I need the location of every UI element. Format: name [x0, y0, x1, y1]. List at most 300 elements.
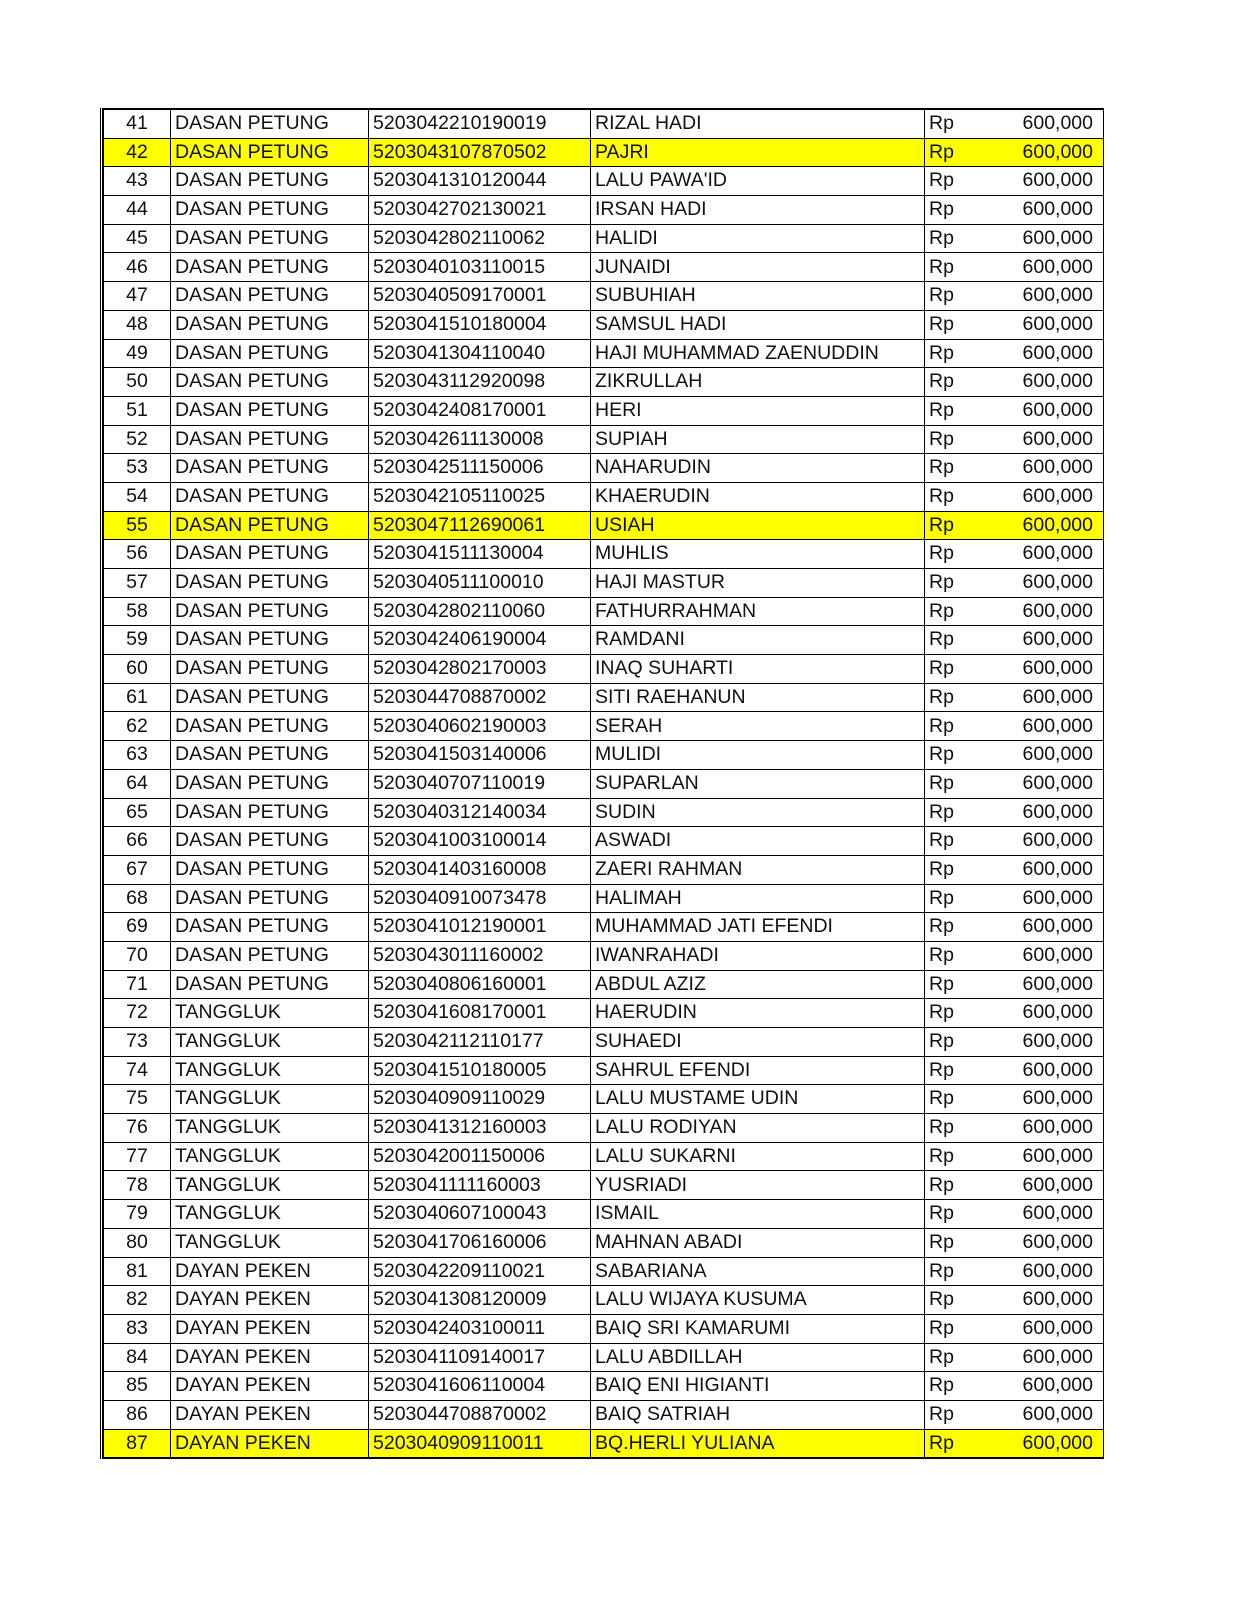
table-row — [104, 798, 1104, 827]
village-name: DASAN PETUNG — [171, 683, 369, 712]
recipient-name: IWANRAHADI — [591, 941, 925, 970]
amount-value: 600,000 — [973, 1400, 1104, 1429]
currency-label: Rp — [925, 769, 973, 798]
recipient-name: KHAERUDIN — [591, 482, 925, 511]
currency-label: Rp — [925, 1400, 973, 1429]
amount-value: 600,000 — [973, 1343, 1104, 1372]
nik-number: 5203042403100011 — [369, 1314, 591, 1343]
amount-value: 600,000 — [973, 941, 1104, 970]
row-number: 84 — [104, 1343, 171, 1372]
table-row — [104, 999, 1104, 1028]
row-number: 46 — [104, 253, 171, 282]
recipient-name: HERI — [591, 396, 925, 425]
nik-number: 5203040909110011 — [369, 1429, 591, 1458]
amount-value: 600,000 — [973, 196, 1104, 225]
table-row — [104, 1343, 1104, 1372]
amount-value: 600,000 — [973, 569, 1104, 598]
village-name: DASAN PETUNG — [171, 196, 369, 225]
village-name: TANGGLUK — [171, 1056, 369, 1085]
nik-number: 5203047112690061 — [369, 511, 591, 540]
table-row — [104, 712, 1104, 741]
recipient-name: SITI RAEHANUN — [591, 683, 925, 712]
table-row — [104, 913, 1104, 942]
currency-label: Rp — [925, 1114, 973, 1143]
currency-label: Rp — [925, 1056, 973, 1085]
nik-number: 5203042209110021 — [369, 1257, 591, 1286]
table-row — [104, 196, 1104, 225]
recipient-name: HALIDI — [591, 224, 925, 253]
currency-label: Rp — [925, 396, 973, 425]
currency-label: Rp — [925, 1028, 973, 1057]
nik-number: 5203040707110019 — [369, 769, 591, 798]
currency-label: Rp — [925, 1085, 973, 1114]
amount-value: 600,000 — [973, 511, 1104, 540]
nik-number: 5203041012190001 — [369, 913, 591, 942]
recipient-name: RAMDANI — [591, 626, 925, 655]
nik-number: 5203041608170001 — [369, 999, 591, 1028]
nik-number: 5203042802110062 — [369, 224, 591, 253]
nik-number: 5203040909110029 — [369, 1085, 591, 1114]
nik-number: 5203042408170001 — [369, 396, 591, 425]
nik-number: 5203041510180004 — [369, 310, 591, 339]
recipient-name: ASWADI — [591, 827, 925, 856]
row-number: 60 — [104, 655, 171, 684]
nik-number: 5203042210190019 — [369, 109, 591, 138]
table-row — [104, 970, 1104, 999]
nik-number: 5203041308120009 — [369, 1286, 591, 1315]
currency-label: Rp — [925, 1372, 973, 1401]
amount-value: 600,000 — [973, 1028, 1104, 1057]
table-row — [104, 1314, 1104, 1343]
recipient-name: ISMAIL — [591, 1200, 925, 1229]
amount-value: 600,000 — [973, 913, 1104, 942]
recipient-name: INAQ SUHARTI — [591, 655, 925, 684]
row-number: 52 — [104, 425, 171, 454]
table-row — [104, 1372, 1104, 1401]
row-number: 80 — [104, 1228, 171, 1257]
amount-value: 600,000 — [973, 540, 1104, 569]
row-number: 48 — [104, 310, 171, 339]
recipient-name: MAHNAN ABADI — [591, 1228, 925, 1257]
row-number: 45 — [104, 224, 171, 253]
amount-value: 600,000 — [973, 683, 1104, 712]
recipient-name: SABARIANA — [591, 1257, 925, 1286]
nik-number: 5203041510180005 — [369, 1056, 591, 1085]
recipient-name: BAIQ ENI HIGIANTI — [591, 1372, 925, 1401]
table-row — [104, 339, 1104, 368]
amount-value: 600,000 — [973, 884, 1104, 913]
nik-number: 5203041706160006 — [369, 1228, 591, 1257]
currency-label: Rp — [925, 1200, 973, 1229]
recipient-name: LALU SUKARNI — [591, 1142, 925, 1171]
village-name: TANGGLUK — [171, 1085, 369, 1114]
amount-value: 600,000 — [973, 1228, 1104, 1257]
amount-value: 600,000 — [973, 1171, 1104, 1200]
row-number: 49 — [104, 339, 171, 368]
currency-label: Rp — [925, 224, 973, 253]
amount-value: 600,000 — [973, 282, 1104, 311]
row-number: 72 — [104, 999, 171, 1028]
amount-value: 600,000 — [973, 1257, 1104, 1286]
nik-number: 5203040607100043 — [369, 1200, 591, 1229]
amount-value: 600,000 — [973, 741, 1104, 770]
row-number: 77 — [104, 1142, 171, 1171]
row-number: 68 — [104, 884, 171, 913]
amount-value: 600,000 — [973, 1314, 1104, 1343]
village-name: DASAN PETUNG — [171, 941, 369, 970]
table-row — [104, 1286, 1104, 1315]
recipient-name: SUPIAH — [591, 425, 925, 454]
row-number: 83 — [104, 1314, 171, 1343]
village-name: DASAN PETUNG — [171, 712, 369, 741]
nik-number: 5203042802110060 — [369, 597, 591, 626]
amount-value: 600,000 — [973, 368, 1104, 397]
nik-number: 5203041511130004 — [369, 540, 591, 569]
row-number: 69 — [104, 913, 171, 942]
nik-number: 5203042511150006 — [369, 454, 591, 483]
village-name: DASAN PETUNG — [171, 310, 369, 339]
row-number: 42 — [104, 138, 171, 167]
table-row — [104, 482, 1104, 511]
row-number: 75 — [104, 1085, 171, 1114]
village-name: TANGGLUK — [171, 1171, 369, 1200]
currency-label: Rp — [925, 855, 973, 884]
row-number: 41 — [104, 109, 171, 138]
village-name: DASAN PETUNG — [171, 482, 369, 511]
village-name: DASAN PETUNG — [171, 884, 369, 913]
village-name: DASAN PETUNG — [171, 655, 369, 684]
nik-number: 5203043107870502 — [369, 138, 591, 167]
nik-number: 5203042105110025 — [369, 482, 591, 511]
nik-number: 5203041403160008 — [369, 855, 591, 884]
nik-number: 5203043112920098 — [369, 368, 591, 397]
amount-value: 600,000 — [973, 1085, 1104, 1114]
amount-value: 600,000 — [973, 855, 1104, 884]
row-number: 79 — [104, 1200, 171, 1229]
currency-label: Rp — [925, 683, 973, 712]
currency-label: Rp — [925, 913, 973, 942]
village-name: DASAN PETUNG — [171, 167, 369, 196]
currency-label: Rp — [925, 798, 973, 827]
nik-number: 5203040910073478 — [369, 884, 591, 913]
table-row — [104, 855, 1104, 884]
village-name: TANGGLUK — [171, 1028, 369, 1057]
table-row — [104, 425, 1104, 454]
recipient-name: LALU WIJAYA KUSUMA — [591, 1286, 925, 1315]
row-number: 66 — [104, 827, 171, 856]
amount-value: 600,000 — [973, 597, 1104, 626]
nik-number: 5203040103110015 — [369, 253, 591, 282]
table-row — [104, 1085, 1104, 1114]
recipient-name: BAIQ SATRIAH — [591, 1400, 925, 1429]
nik-number: 5203041304110040 — [369, 339, 591, 368]
village-name: TANGGLUK — [171, 999, 369, 1028]
village-name: TANGGLUK — [171, 1200, 369, 1229]
currency-label: Rp — [925, 970, 973, 999]
table-row — [104, 741, 1104, 770]
table-row — [104, 1228, 1104, 1257]
nik-number: 5203040509170001 — [369, 282, 591, 311]
village-name: DASAN PETUNG — [171, 138, 369, 167]
row-number: 57 — [104, 569, 171, 598]
recipient-name: SUPARLAN — [591, 769, 925, 798]
village-name: DASAN PETUNG — [171, 769, 369, 798]
recipient-name: HALIMAH — [591, 884, 925, 913]
nik-number: 5203041606110004 — [369, 1372, 591, 1401]
row-number: 56 — [104, 540, 171, 569]
recipient-name: ZIKRULLAH — [591, 368, 925, 397]
row-number: 55 — [104, 511, 171, 540]
row-number: 81 — [104, 1257, 171, 1286]
currency-label: Rp — [925, 482, 973, 511]
recipient-name: JUNAIDI — [591, 253, 925, 282]
village-name: DASAN PETUNG — [171, 396, 369, 425]
amount-value: 600,000 — [973, 712, 1104, 741]
recipient-name: USIAH — [591, 511, 925, 540]
currency-label: Rp — [925, 167, 973, 196]
row-number: 82 — [104, 1286, 171, 1315]
table-row — [104, 655, 1104, 684]
table-row — [104, 1142, 1104, 1171]
recipient-name: YUSRIADI — [591, 1171, 925, 1200]
currency-label: Rp — [925, 884, 973, 913]
currency-label: Rp — [925, 1286, 973, 1315]
table-row — [104, 827, 1104, 856]
amount-value: 600,000 — [973, 1056, 1104, 1085]
row-number: 53 — [104, 454, 171, 483]
nik-number: 5203041003100014 — [369, 827, 591, 856]
recipient-name: BQ.HERLI YULIANA — [591, 1429, 925, 1458]
beneficiary-table — [103, 108, 1104, 1459]
village-name: DASAN PETUNG — [171, 970, 369, 999]
amount-value: 600,000 — [973, 655, 1104, 684]
recipient-name: ABDUL AZIZ — [591, 970, 925, 999]
amount-value: 600,000 — [973, 1114, 1104, 1143]
recipient-name: SAMSUL HADI — [591, 310, 925, 339]
currency-label: Rp — [925, 597, 973, 626]
row-number: 62 — [104, 712, 171, 741]
village-name: DASAN PETUNG — [171, 511, 369, 540]
row-number: 86 — [104, 1400, 171, 1429]
village-name: DASAN PETUNG — [171, 454, 369, 483]
currency-label: Rp — [925, 425, 973, 454]
amount-value: 600,000 — [973, 339, 1104, 368]
table-row — [104, 109, 1104, 138]
village-name: DASAN PETUNG — [171, 109, 369, 138]
village-name: DASAN PETUNG — [171, 253, 369, 282]
row-number: 74 — [104, 1056, 171, 1085]
amount-value: 600,000 — [973, 224, 1104, 253]
amount-value: 600,000 — [973, 1286, 1104, 1315]
table-row — [104, 1400, 1104, 1429]
row-number: 61 — [104, 683, 171, 712]
currency-label: Rp — [925, 655, 973, 684]
recipient-name: SUHAEDI — [591, 1028, 925, 1057]
table-row — [104, 1257, 1104, 1286]
row-number: 54 — [104, 482, 171, 511]
currency-label: Rp — [925, 253, 973, 282]
table-row — [104, 769, 1104, 798]
table-row — [104, 454, 1104, 483]
village-name: DASAN PETUNG — [171, 224, 369, 253]
recipient-name: RIZAL HADI — [591, 109, 925, 138]
currency-label: Rp — [925, 941, 973, 970]
amount-value: 600,000 — [973, 827, 1104, 856]
amount-value: 600,000 — [973, 310, 1104, 339]
village-name: DAYAN PEKEN — [171, 1314, 369, 1343]
amount-value: 600,000 — [973, 798, 1104, 827]
amount-value: 600,000 — [973, 167, 1104, 196]
amount-value: 600,000 — [973, 482, 1104, 511]
recipient-name: BAIQ SRI KAMARUMI — [591, 1314, 925, 1343]
amount-value: 600,000 — [973, 454, 1104, 483]
table-row — [104, 569, 1104, 598]
row-number: 63 — [104, 741, 171, 770]
village-name: DASAN PETUNG — [171, 597, 369, 626]
row-number: 85 — [104, 1372, 171, 1401]
recipient-name: FATHURRAHMAN — [591, 597, 925, 626]
village-name: DASAN PETUNG — [171, 913, 369, 942]
row-number: 58 — [104, 597, 171, 626]
village-name: TANGGLUK — [171, 1114, 369, 1143]
amount-value: 600,000 — [973, 626, 1104, 655]
table-row — [104, 1028, 1104, 1057]
table-row — [104, 884, 1104, 913]
row-number: 50 — [104, 368, 171, 397]
amount-value: 600,000 — [973, 1429, 1104, 1458]
village-name: TANGGLUK — [171, 1142, 369, 1171]
recipient-name: MUHLIS — [591, 540, 925, 569]
nik-number: 5203040806160001 — [369, 970, 591, 999]
table-row — [104, 224, 1104, 253]
amount-value: 600,000 — [973, 1372, 1104, 1401]
amount-value: 600,000 — [973, 138, 1104, 167]
row-number: 76 — [104, 1114, 171, 1143]
recipient-name: HAJI MASTUR — [591, 569, 925, 598]
recipient-name: SUDIN — [591, 798, 925, 827]
table-row — [104, 683, 1104, 712]
currency-label: Rp — [925, 454, 973, 483]
row-number: 71 — [104, 970, 171, 999]
currency-label: Rp — [925, 368, 973, 397]
row-number: 73 — [104, 1028, 171, 1057]
beneficiary-table-container — [100, 108, 1103, 1459]
currency-label: Rp — [925, 1257, 973, 1286]
currency-label: Rp — [925, 1343, 973, 1372]
village-name: DASAN PETUNG — [171, 569, 369, 598]
table-row — [104, 941, 1104, 970]
nik-number: 5203041503140006 — [369, 741, 591, 770]
nik-number: 5203044708870002 — [369, 1400, 591, 1429]
village-name: DASAN PETUNG — [171, 855, 369, 884]
village-name: DAYAN PEKEN — [171, 1286, 369, 1315]
recipient-name: LALU MUSTAME UDIN — [591, 1085, 925, 1114]
village-name: DASAN PETUNG — [171, 798, 369, 827]
nik-number: 5203043011160002 — [369, 941, 591, 970]
currency-label: Rp — [925, 310, 973, 339]
table-row — [104, 1056, 1104, 1085]
village-name: DASAN PETUNG — [171, 827, 369, 856]
row-number: 70 — [104, 941, 171, 970]
recipient-name: SAHRUL EFENDI — [591, 1056, 925, 1085]
currency-label: Rp — [925, 999, 973, 1028]
nik-number: 5203041312160003 — [369, 1114, 591, 1143]
currency-label: Rp — [925, 741, 973, 770]
recipient-name: NAHARUDIN — [591, 454, 925, 483]
nik-number: 5203041111160003 — [369, 1171, 591, 1200]
nik-number: 5203042802170003 — [369, 655, 591, 684]
currency-label: Rp — [925, 196, 973, 225]
amount-value: 600,000 — [973, 769, 1104, 798]
currency-label: Rp — [925, 1429, 973, 1458]
amount-value: 600,000 — [973, 970, 1104, 999]
amount-value: 600,000 — [973, 253, 1104, 282]
village-name: DASAN PETUNG — [171, 339, 369, 368]
nik-number: 5203040312140034 — [369, 798, 591, 827]
row-number: 87 — [104, 1429, 171, 1458]
nik-number: 5203042001150006 — [369, 1142, 591, 1171]
village-name: DAYAN PEKEN — [171, 1400, 369, 1429]
table-row — [104, 597, 1104, 626]
recipient-name: LALU ABDILLAH — [591, 1343, 925, 1372]
currency-label: Rp — [925, 282, 973, 311]
amount-value: 600,000 — [973, 396, 1104, 425]
table-row — [104, 1200, 1104, 1229]
currency-label: Rp — [925, 138, 973, 167]
recipient-name: HAERUDIN — [591, 999, 925, 1028]
table-row — [104, 282, 1104, 311]
village-name: DASAN PETUNG — [171, 540, 369, 569]
amount-value: 600,000 — [973, 1142, 1104, 1171]
currency-label: Rp — [925, 540, 973, 569]
currency-label: Rp — [925, 712, 973, 741]
nik-number: 5203042611130008 — [369, 425, 591, 454]
recipient-name: ZAERI RAHMAN — [591, 855, 925, 884]
village-name: DASAN PETUNG — [171, 368, 369, 397]
currency-label: Rp — [925, 1314, 973, 1343]
row-number: 78 — [104, 1171, 171, 1200]
village-name: DASAN PETUNG — [171, 626, 369, 655]
nik-number: 5203044708870002 — [369, 683, 591, 712]
currency-label: Rp — [925, 1171, 973, 1200]
recipient-name: LALU RODIYAN — [591, 1114, 925, 1143]
amount-value: 600,000 — [973, 109, 1104, 138]
table-body — [104, 109, 1104, 1458]
village-name: DASAN PETUNG — [171, 282, 369, 311]
table-row — [104, 396, 1104, 425]
currency-label: Rp — [925, 569, 973, 598]
table-row — [104, 540, 1104, 569]
amount-value: 600,000 — [973, 999, 1104, 1028]
row-number: 44 — [104, 196, 171, 225]
row-number: 59 — [104, 626, 171, 655]
currency-label: Rp — [925, 511, 973, 540]
row-number: 43 — [104, 167, 171, 196]
table-row — [104, 368, 1104, 397]
village-name: DAYAN PEKEN — [171, 1257, 369, 1286]
nik-number: 5203042112110177 — [369, 1028, 591, 1057]
nik-number: 5203041310120044 — [369, 167, 591, 196]
nik-number: 5203042702130021 — [369, 196, 591, 225]
amount-value: 600,000 — [973, 1200, 1104, 1229]
village-name: DAYAN PEKEN — [171, 1429, 369, 1458]
row-number: 65 — [104, 798, 171, 827]
currency-label: Rp — [925, 626, 973, 655]
currency-label: Rp — [925, 109, 973, 138]
row-number: 64 — [104, 769, 171, 798]
table-row — [104, 1429, 1104, 1458]
village-name: DASAN PETUNG — [171, 425, 369, 454]
